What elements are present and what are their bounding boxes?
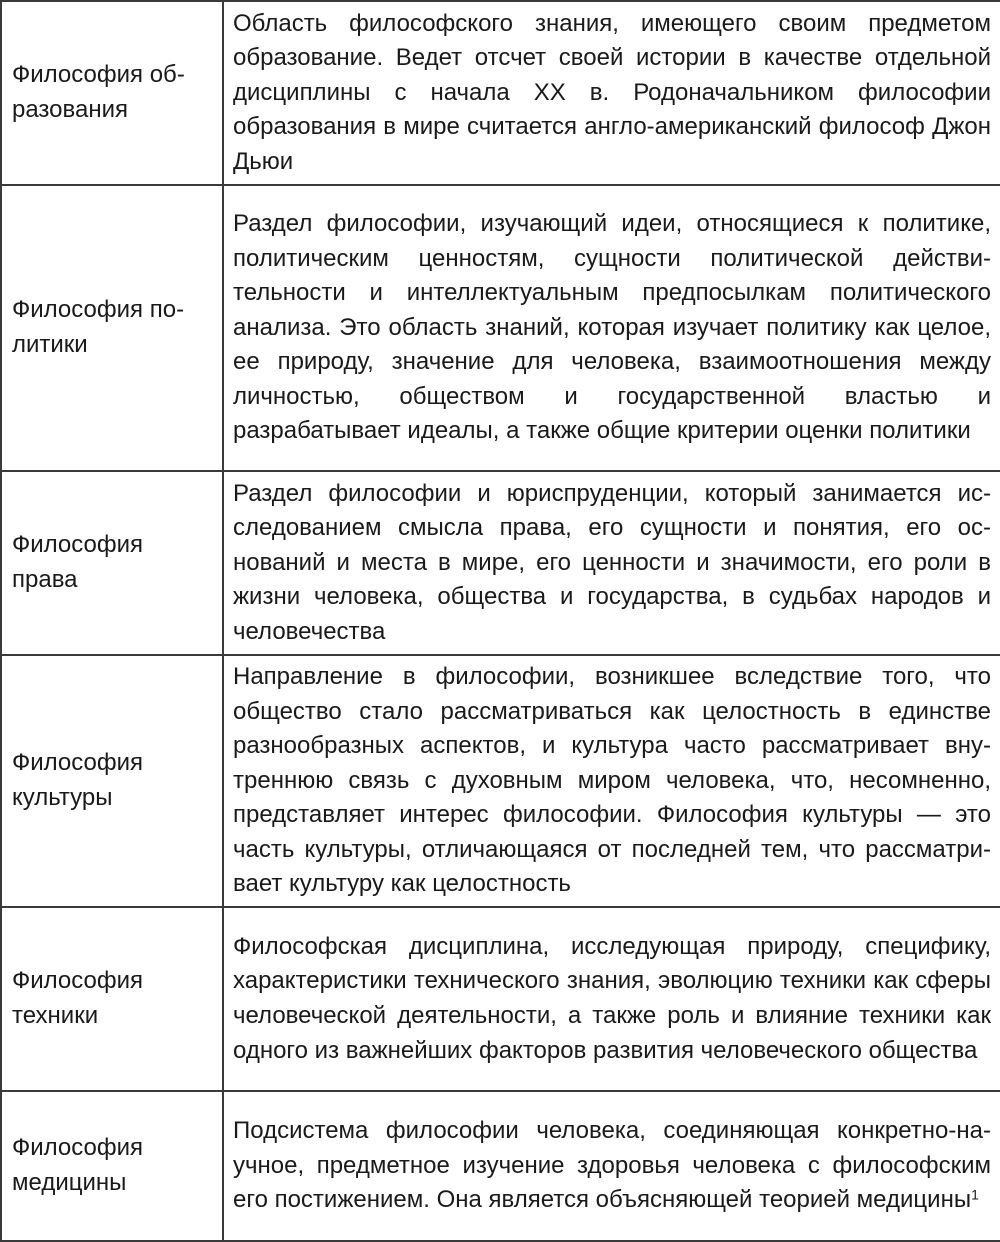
term-cell — [1, 907, 223, 1091]
term-text: Философия образования — [12, 61, 185, 123]
definition-text: Направление в философии, возникшее вследствие того, что общество стало рассматриваться как целостность в единстве разнообразных аспектов, и культура часто рассматривает внутреннюю связь с духовным миром человека, что, несомненно, представляет интерес философии. Философия культуры — это часть культуры, отличающаяся от последней тем, что рассматривает культуру как целостность — [233, 662, 991, 898]
term-text: Философия медицины — [12, 1134, 144, 1196]
table-row — [1, 471, 1000, 655]
term-text: Философия культуры — [12, 749, 144, 811]
definition-text: Область философского знания, имеющего своим предметом образование. Ведет отсчет своей истории в качестве отдельной дисциплины с начала XX в. Родоначальником философии образования в мире считается англо-американский философ Джон Дьюи — [233, 9, 991, 175]
table-row — [1, 1, 1000, 185]
definition-cell — [223, 185, 1000, 471]
definition-text: Философская дисциплина, исследующая природу, специфику, характеристики технического знания, эволюцию техники как сферы человеческой деятельности, а также роль и влияние техники как одного из важнейших факторов развития человеческого общества — [233, 932, 991, 1064]
definition-text: Раздел философии и юриспруденции, который занимается исследованием смысла права, его сущности и понятия, его оснований и места в мире, его ценности и значимости, его роли в жизни человека, общества и государства, в судьбах народов и человечества — [233, 479, 991, 645]
table-row — [1, 655, 1000, 907]
table-row — [1, 1091, 1000, 1241]
term-cell — [1, 1091, 223, 1241]
definition-cell — [223, 907, 1000, 1091]
table-row — [1, 907, 1000, 1091]
term-cell — [1, 185, 223, 471]
footnote-marker: 1 — [971, 1186, 979, 1203]
definition-body: Подсистема философии человека, соединяющая конкретно-научное, предметное изучение здоровья человека с философским его постижением. Она является объясняющей теорией медицины — [233, 1117, 991, 1214]
term-text: Философия права — [12, 531, 144, 593]
term-cell — [1, 471, 223, 655]
term-text: Философия техники — [12, 967, 144, 1029]
definition-text — [233, 1114, 991, 1218]
definition-cell — [223, 1091, 1000, 1241]
definition-cell — [223, 471, 1000, 655]
term-cell — [1, 1, 223, 185]
definition-text: Раздел философии, изучающий идеи, относящиеся к политике, политическим ценностям, сущности политической действительности и интеллектуальным предпосылкам политического анализа. Это область знаний, которая изучает политику как целое, ее природу, значение для человека, взаимоотношения между личностью, обществом и государственной властью и разрабатывает идеалы, а также общие критерии оценки политики — [233, 209, 991, 445]
definition-cell — [223, 1, 1000, 185]
definition-cell — [223, 655, 1000, 907]
table-row — [1, 185, 1000, 471]
term-cell — [1, 655, 223, 907]
term-text: Философия политики — [12, 296, 185, 358]
